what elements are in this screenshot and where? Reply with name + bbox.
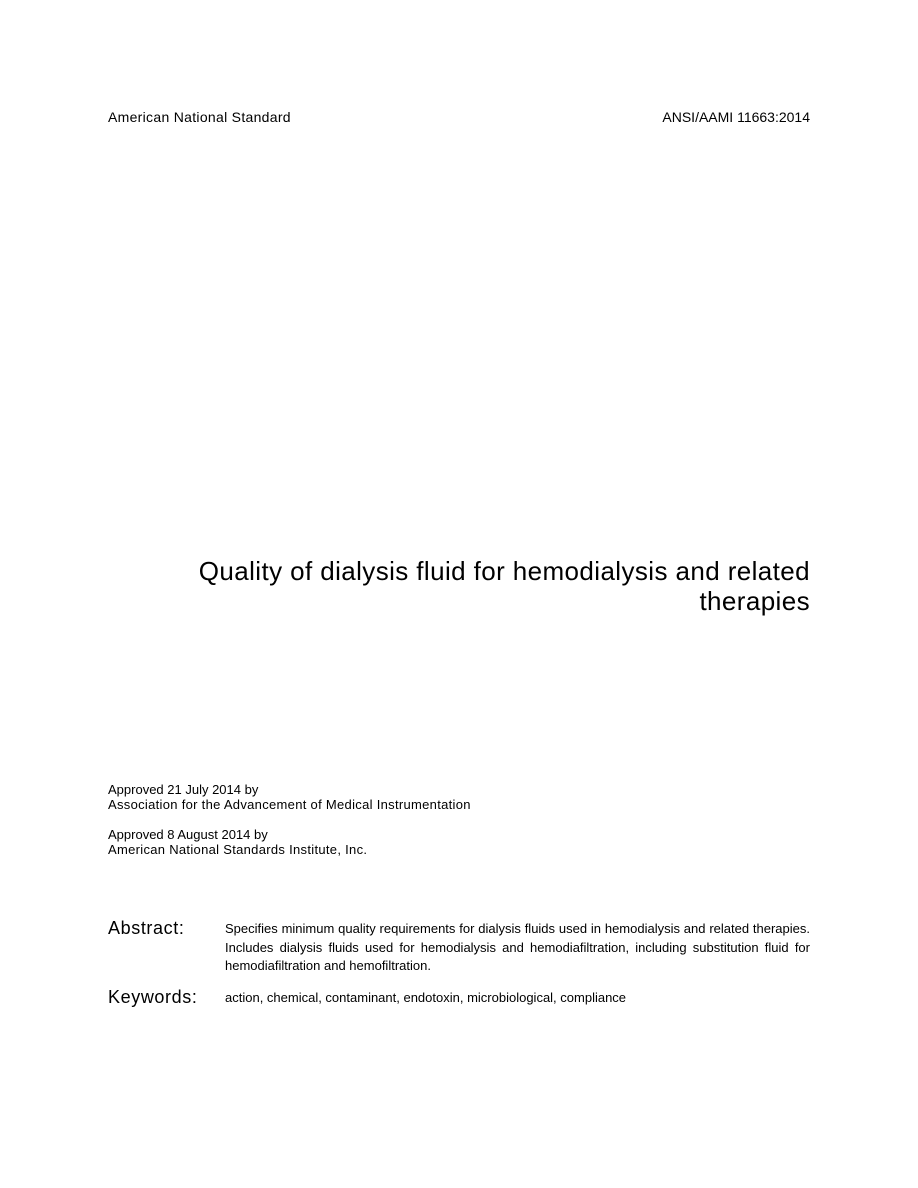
keywords-label: Keywords: [108, 987, 198, 1007]
approving-organization: American National Standards Institute, Inc. [108, 842, 368, 857]
abstract-section [108, 918, 810, 976]
approval-date: Approved 21 July 2014 by [108, 782, 259, 797]
approvals-section [108, 782, 471, 872]
approval-aami [108, 782, 471, 812]
keywords-section [108, 987, 810, 1008]
approval-date: Approved 8 August 2014 by [108, 827, 268, 842]
approval-ansi [108, 827, 471, 857]
standard-number: ANSI/AAMI 11663:2014 [662, 109, 810, 125]
abstract-label: Abstract: [108, 918, 185, 938]
keywords-text: action, chemical, contaminant, endotoxin, microbiological, compliance [225, 990, 627, 1005]
approving-organization: Association for the Advancement of Medical Instrumentation [108, 797, 471, 812]
document-title-line-2: therapies [699, 586, 810, 616]
abstract-text: Specifies minimum quality requirements for dialysis fluids used in hemodialysis and related therapies. Includes dialysis fluids used for hemodialysis and hemodiafiltration, including substitution fluid for hemodiafiltration and hemofiltration. [225, 921, 810, 973]
document-title-line-1: Quality of dialysis fluid for hemodialysis and related [198, 556, 810, 586]
document-title [108, 556, 810, 616]
standard-type-label: American National Standard [108, 109, 291, 125]
